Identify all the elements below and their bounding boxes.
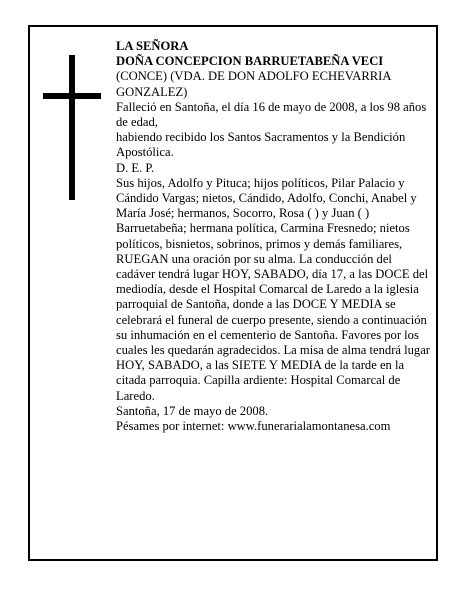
death-statement: Falleció en Santoña, el día 16 de mayo de 2008, a los 98 años de edad,	[116, 99, 427, 130]
rip: D. E. P.	[116, 160, 155, 175]
cross-horizontal-bar	[43, 93, 101, 99]
place-date: Santoña, 17 de mayo de 2008.	[116, 403, 269, 418]
family-list: Sus hijos, Adolfo y Pituca; hijos políticos, Pilar Palacio y Cándido Vargas; nietos, Cándido, Adolfo, Conchi, Anabel y María José; hermanos, Socorro, Rosa ( ) y Juan ( ) Barruetabeña; hermana política, Carmina Fresnedo; nietos políticos, bisnietos, sobrinos, primos y demás familiares,	[116, 175, 417, 251]
notice-heading-title: LA SEÑORA	[116, 39, 189, 53]
cross-vertical-bar	[69, 55, 75, 200]
deceased-name: DOÑA CONCEPCION BARRUETABEÑA VECI	[116, 54, 384, 69]
deceased-nickname-widow: (CONCE) (VDA. DE DON ADOLFO ECHEVARRIA GONZALEZ)	[116, 69, 391, 99]
notice-text	[116, 39, 434, 434]
funeral-details: RUEGAN una oración por su alma. La conducción del cadáver tendrá lugar HOY, SABADO, día 17, a las DOCE del mediodía, desde el Hospital Comarcal de Laredo a la iglesia parroquial de Santoña, donde a las DOCE Y MEDIA se celebrará el funeral de cuerpo presente, siendo a continuación su inhumación en el cementerio de Santoña. Favores por los cuales les quedarán agradecidos. La misa de alma tendrá lugar HOY, SABADO, a las SIETE Y MEDIA de la tarde en la citada parroquia. Capilla ardiente: Hospital Comarcal de Laredo.	[116, 251, 431, 403]
obituary-notice	[28, 25, 438, 561]
online-condolences: Pésames por internet: www.funerarialamontanesa.com	[116, 419, 391, 434]
sacraments-statement: habiendo recibido los Santos Sacramentos y la Bendición Apostólica.	[116, 130, 406, 160]
